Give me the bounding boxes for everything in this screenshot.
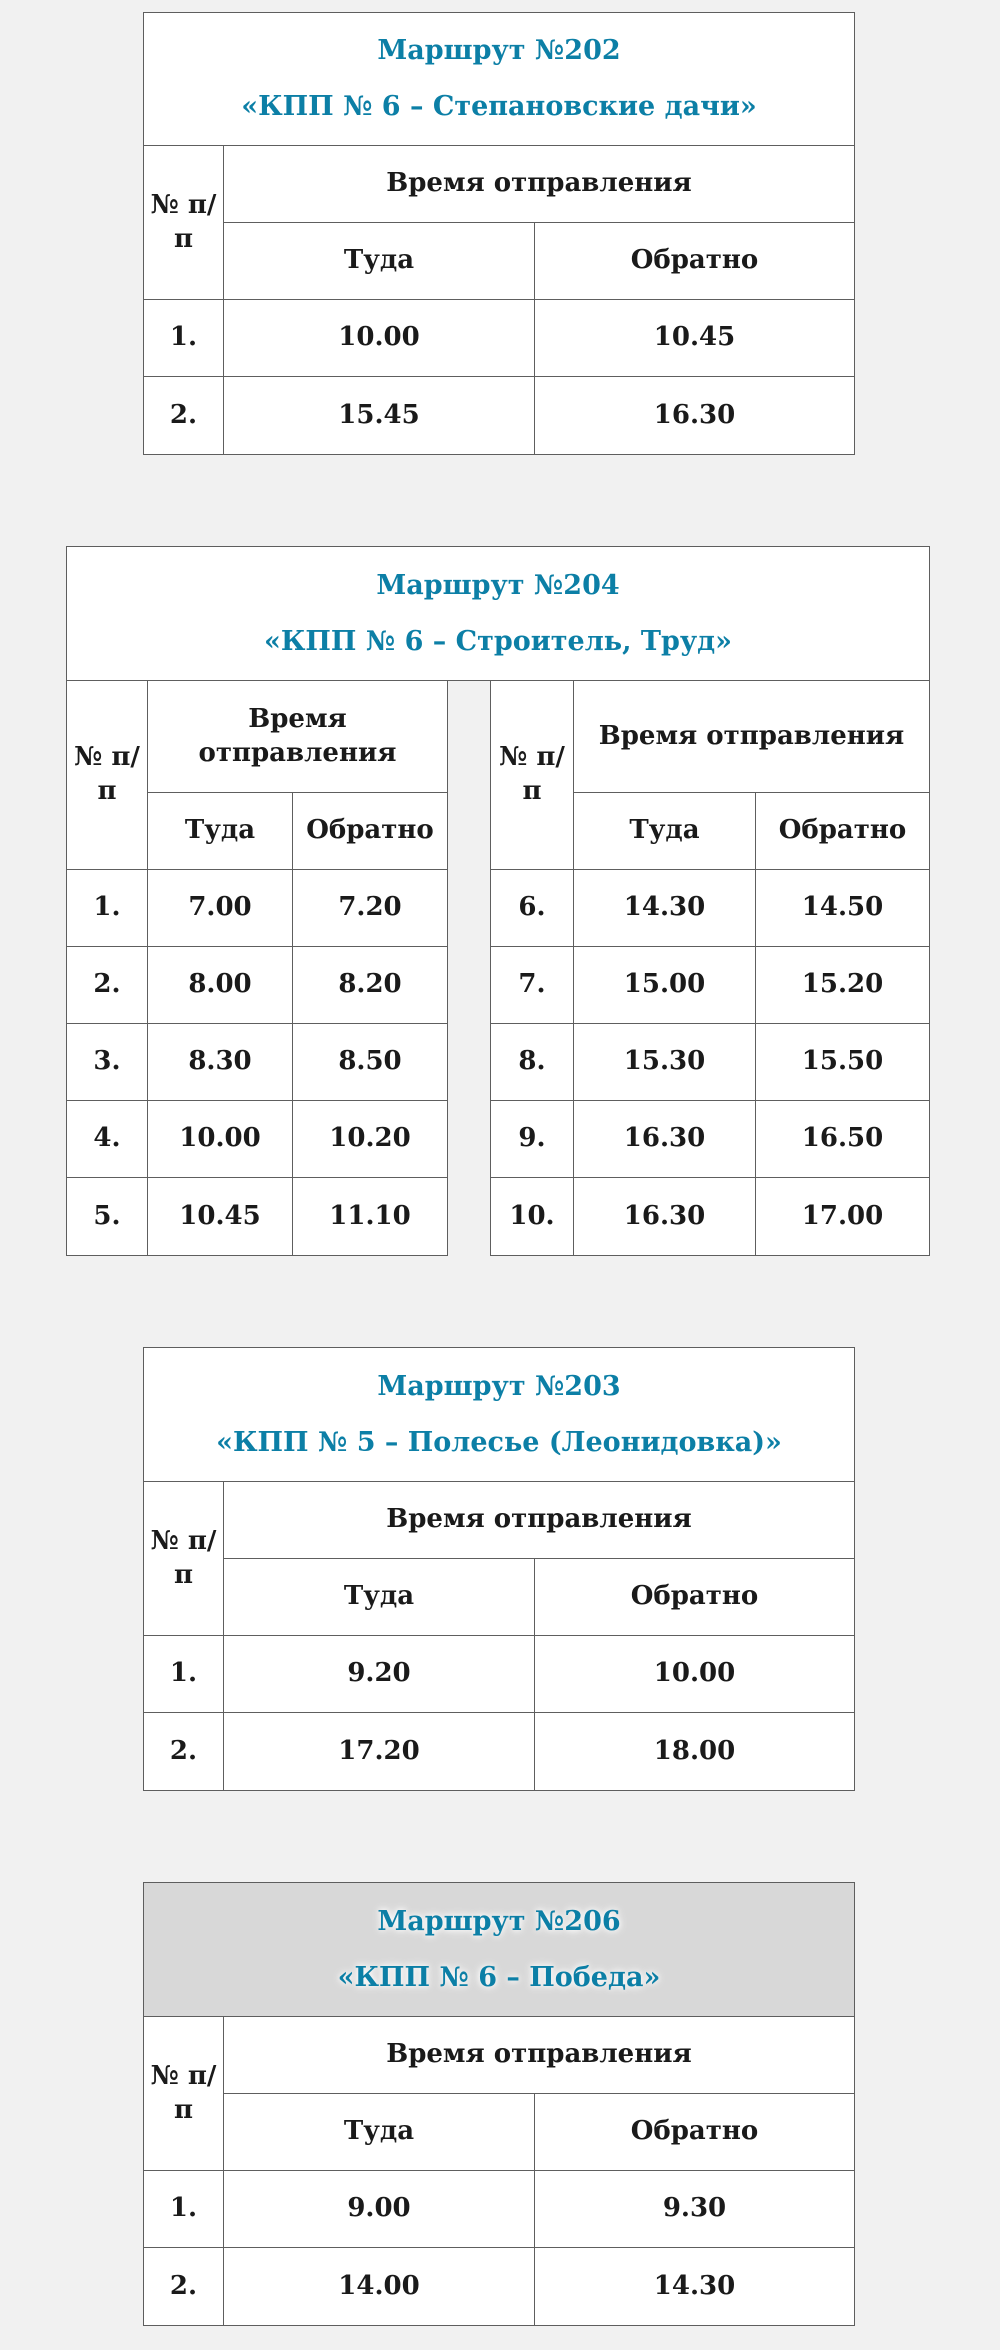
row-to-time: 7.00	[148, 870, 293, 947]
row-to-time: 10.00	[148, 1101, 293, 1178]
route-number-title: Маршрут №206	[377, 1905, 621, 1937]
row-back-time: 8.50	[293, 1024, 448, 1101]
col-num-header-right: № п/п	[491, 681, 574, 870]
row-to-time-right: 16.30	[574, 1178, 756, 1256]
row-num-right: 10.	[491, 1178, 574, 1256]
row-to-time: 10.00	[224, 300, 535, 377]
col-time-header: Время отправления	[148, 681, 448, 793]
row-num: 1.	[144, 1636, 224, 1713]
row-back-time-right: 17.00	[756, 1178, 930, 1256]
col-num-header: № п/п	[144, 1482, 224, 1636]
route-202-table	[143, 12, 855, 455]
row-to-time: 17.20	[224, 1713, 535, 1791]
route-204-table	[66, 546, 930, 1256]
col-to-header-right: Туда	[574, 793, 756, 870]
row-to-time: 9.00	[224, 2171, 535, 2248]
row-to-time: 14.00	[224, 2248, 535, 2326]
row-back-time: 9.30	[535, 2171, 855, 2248]
row-back-time-right: 14.50	[756, 870, 930, 947]
col-time-header: Время отправления	[224, 146, 855, 223]
row-num: 2.	[144, 2248, 224, 2326]
table-row	[67, 870, 930, 947]
row-num: 2.	[144, 377, 224, 455]
route-name-title: «КПП № 6 – Строитель, Труд»	[264, 625, 732, 657]
row-num: 2.	[67, 947, 148, 1024]
row-num-right: 9.	[491, 1101, 574, 1178]
table-row	[67, 1024, 930, 1101]
col-to-header: Туда	[224, 223, 535, 300]
row-num-right: 7.	[491, 947, 574, 1024]
table-gap	[448, 681, 491, 1256]
col-to-header: Туда	[224, 1559, 535, 1636]
row-to-time-right: 16.30	[574, 1101, 756, 1178]
table-row	[144, 2248, 855, 2326]
table-row	[67, 1178, 930, 1256]
col-to-header: Туда	[224, 2094, 535, 2171]
table-row	[144, 1713, 855, 1791]
row-back-time-right: 16.50	[756, 1101, 930, 1178]
col-back-header: Обратно	[535, 2094, 855, 2171]
col-to-header: Туда	[148, 793, 293, 870]
route-title-cell	[144, 13, 855, 146]
route-name-title: «КПП № 5 – Полесье (Леонидовка)»	[216, 1426, 782, 1458]
row-back-time: 8.20	[293, 947, 448, 1024]
col-back-header: Обратно	[535, 1559, 855, 1636]
route-203-table	[143, 1347, 855, 1791]
row-num: 1.	[144, 300, 224, 377]
table-row	[144, 300, 855, 377]
table-row	[67, 947, 930, 1024]
row-back-time: 10.45	[535, 300, 855, 377]
row-back-time: 10.20	[293, 1101, 448, 1178]
row-to-time: 9.20	[224, 1636, 535, 1713]
row-to-time-right: 15.30	[574, 1024, 756, 1101]
row-back-time: 7.20	[293, 870, 448, 947]
route-number-title: Маршрут №204	[376, 569, 620, 601]
row-back-time: 18.00	[535, 1713, 855, 1791]
row-num: 4.	[67, 1101, 148, 1178]
row-num-right: 8.	[491, 1024, 574, 1101]
col-num-header: № п/п	[144, 2017, 224, 2171]
route-title-cell	[67, 547, 930, 681]
row-back-time: 11.10	[293, 1178, 448, 1256]
row-num: 1.	[67, 870, 148, 947]
route-name-title: «КПП № 6 – Степановские дачи»	[241, 91, 757, 122]
row-to-time: 10.45	[148, 1178, 293, 1256]
row-num: 1.	[144, 2171, 224, 2248]
row-to-time-right: 14.30	[574, 870, 756, 947]
row-to-time: 8.30	[148, 1024, 293, 1101]
route-title-cell	[144, 1348, 855, 1482]
table-row	[144, 1636, 855, 1713]
route-number-title: Маршрут №203	[377, 1370, 621, 1402]
row-back-time: 16.30	[535, 377, 855, 455]
table-row	[144, 377, 855, 455]
col-time-header-right: Время отправления	[574, 681, 930, 793]
col-time-header: Время отправления	[224, 1482, 855, 1559]
row-back-time: 10.00	[535, 1636, 855, 1713]
row-num: 5.	[67, 1178, 148, 1256]
route-number-title: Маршрут №202	[377, 35, 621, 66]
col-num-header: № п/п	[144, 146, 224, 300]
route-title-cell	[144, 1883, 855, 2017]
row-back-time-right: 15.50	[756, 1024, 930, 1101]
row-num: 3.	[67, 1024, 148, 1101]
col-num-header: № п/п	[67, 681, 148, 870]
col-back-header: Обратно	[535, 223, 855, 300]
row-to-time: 15.45	[224, 377, 535, 455]
table-row	[67, 1101, 930, 1178]
row-back-time: 14.30	[535, 2248, 855, 2326]
row-num-right: 6.	[491, 870, 574, 947]
col-time-header: Время отправления	[224, 2017, 855, 2094]
route-name-title: «КПП № 6 – Победа»	[337, 1961, 661, 1993]
route-206-table	[143, 1882, 855, 2326]
col-back-header: Обратно	[293, 793, 448, 870]
table-row	[144, 2171, 855, 2248]
col-back-header-right: Обратно	[756, 793, 930, 870]
row-to-time: 8.00	[148, 947, 293, 1024]
row-to-time-right: 15.00	[574, 947, 756, 1024]
row-back-time-right: 15.20	[756, 947, 930, 1024]
row-num: 2.	[144, 1713, 224, 1791]
